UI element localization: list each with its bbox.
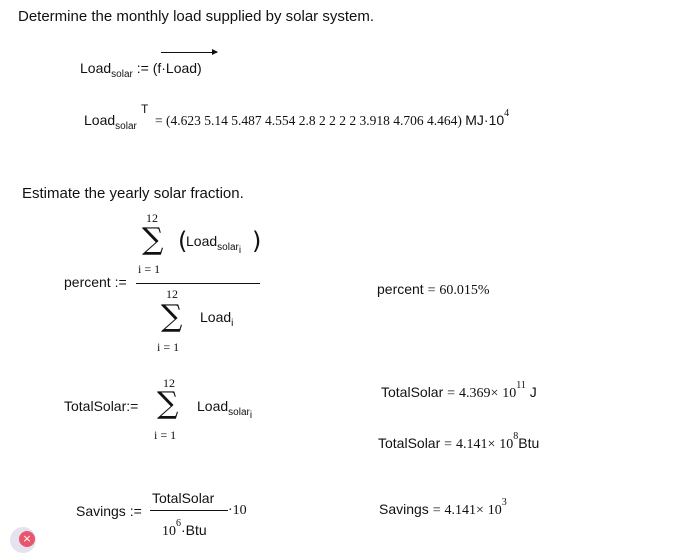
equals-sign: = <box>155 113 163 128</box>
total-j-lhs: TotalSolar <box>381 384 444 400</box>
total-btu-base: 10 <box>499 437 514 452</box>
percent-fraction-bar <box>136 283 260 284</box>
savings-base: 10 <box>487 503 502 518</box>
load-solar-definition <box>80 60 202 80</box>
savings-mantissa: 4.141× <box>444 503 484 518</box>
load-solar-lhs-sub: solar <box>111 68 133 80</box>
num-term-sub: solar <box>217 241 239 253</box>
den-term-index: i <box>231 317 234 329</box>
load-solar-unit-exp: 4 <box>504 107 510 119</box>
total-term-sub: solar <box>228 406 250 418</box>
savings-multiplier: ·10 <box>228 503 247 518</box>
assign-operator: := <box>136 60 149 76</box>
close-icon[interactable]: × <box>19 531 35 547</box>
load-solar-t-lhs: Load <box>84 112 116 128</box>
savings-numerator: TotalSolar <box>152 490 215 506</box>
num-sigma-icon: ∑ <box>142 222 164 257</box>
total-j-exp: 11 <box>516 380 526 392</box>
savings-result <box>379 497 507 519</box>
equals-sign: = <box>432 503 441 518</box>
den-sum-lower: i = 1 <box>157 340 180 354</box>
load-solar-lhs: Load <box>80 60 112 76</box>
equals-sign: = <box>427 283 436 298</box>
total-solar-lhs: TotalSolar:= <box>64 398 139 414</box>
total-term-main: Load <box>197 398 229 414</box>
num-term <box>186 233 242 256</box>
num-right-paren: ) <box>252 227 262 255</box>
total-btu-unit: Btu <box>518 435 540 451</box>
total-term-index: i <box>249 409 253 421</box>
load-solar-rhs: (f·Load) <box>152 60 202 76</box>
load-solar-vector: (4.623 5.14 5.487 4.554 2.8 2 2 2 2 3.918 4.706 4.464) <box>166 113 462 128</box>
load-solar-values <box>155 107 510 129</box>
total-j-unit: J <box>529 384 537 400</box>
load-solar-transpose-result <box>84 112 137 132</box>
savings-result-lhs: Savings <box>379 501 429 517</box>
percent-lhs: percent := <box>64 274 127 290</box>
num-term-main: Load <box>186 233 218 249</box>
equals-sign: = <box>447 386 456 401</box>
equals-sign: = <box>444 437 453 452</box>
transpose-superscript: T <box>141 102 149 116</box>
savings-den-exp: 6 <box>176 518 181 530</box>
total-j-mantissa: 4.369× <box>458 386 499 401</box>
percent-result-lhs: percent <box>377 281 424 297</box>
total-sigma-icon: ∑ <box>157 386 179 421</box>
savings-exp: 3 <box>501 497 507 509</box>
savings-den-base: 10 <box>162 524 176 539</box>
total-sum-upper: 12 <box>163 376 175 390</box>
vectorize-arrow-icon <box>161 52 217 53</box>
den-sigma-icon: ∑ <box>161 299 183 334</box>
num-sum-lower: i = 1 <box>138 262 161 276</box>
percent-unit: % <box>477 283 490 298</box>
total-solar-result-btu <box>378 431 540 453</box>
total-btu-exp: 8 <box>513 431 519 443</box>
total-btu-lhs: TotalSolar <box>378 435 441 451</box>
den-sum-upper: 12 <box>166 287 178 301</box>
total-btu-mantissa: 4.141× <box>455 437 496 452</box>
load-solar-unit: MJ·10 <box>465 112 505 128</box>
den-term <box>200 309 234 329</box>
percent-result <box>377 281 490 299</box>
savings-den-unit: ·Btu <box>181 522 207 538</box>
savings-denominator <box>162 518 207 540</box>
savings-fraction-bar <box>150 510 228 511</box>
total-j-base: 10 <box>502 386 517 401</box>
savings-lhs: Savings := <box>76 503 142 519</box>
percent-value: 60.015 <box>439 283 478 298</box>
total-solar-result-joules <box>381 380 537 402</box>
den-term-main: Load <box>200 309 232 325</box>
num-term-index: i <box>238 244 242 256</box>
heading-monthly-load: Determine the monthly load supplied by solar system. <box>18 8 375 25</box>
load-solar-t-sub: solar <box>115 120 137 132</box>
total-sum-lower: i = 1 <box>154 428 177 442</box>
num-sum-upper: 12 <box>146 211 158 225</box>
num-left-paren: ( <box>178 227 188 255</box>
total-term <box>197 398 253 421</box>
heading-yearly-fraction: Estimate the yearly solar fraction. <box>22 185 244 202</box>
